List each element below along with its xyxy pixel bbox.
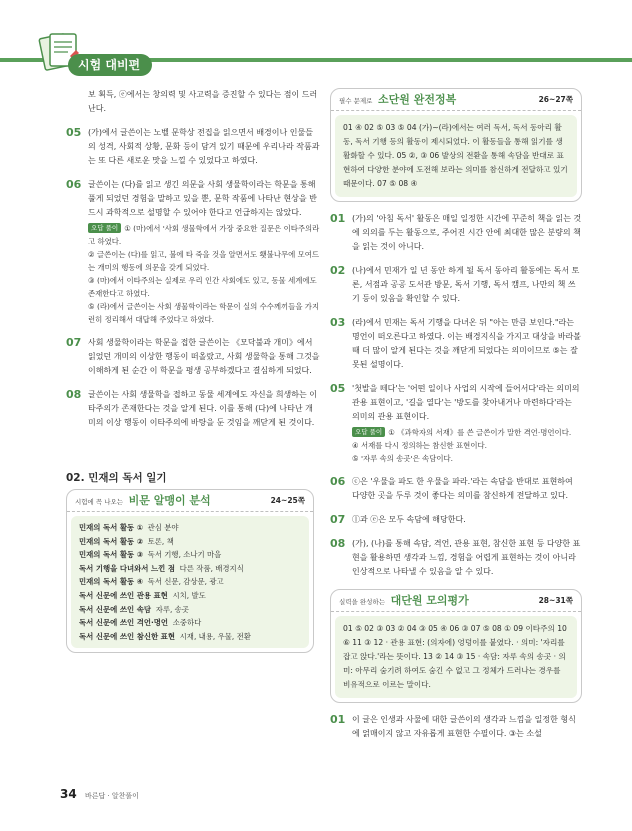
right-column [330,88,582,751]
answer-05 [66,126,320,168]
summary-list [71,516,309,648]
box-title: 소단원 완전정복 [378,93,457,106]
list-item-label: 독서 신문에 쓰인 참신한 표현 [79,631,175,641]
answer-text: ⓒ은 '우물을 파도 한 우물을 파라.'라는 속담을 반대로 표현하여 다양한 곳을 두루 것이 좋다는 의미를 참신하게 전달하고 있다. [352,477,573,500]
answer-number: 07 [330,513,346,526]
note-line: ③ (마)에서 이타주의는 실제로 우리 인간 사회에도 있고, 동물 세계에도 존재한다고 하였다. [88,276,317,298]
note-line: ② 글쓴이는 (다)를 읽고, 불에 타 죽을 것을 알면서도 횃불나무에 모여드는 개미의 행동에 의문을 갖게 되었다. [88,250,319,272]
answer-08 [330,537,582,579]
list-item [79,535,301,549]
box-subtitle: 시험에 꼭 나오는 [75,498,124,506]
note-line: ④ 서재를 다시 정의하는 참신한 표현이다. [352,441,487,450]
list-item-label: 독서 신문에 쓰인 격언·명언 [79,618,169,628]
answer-number: 08 [66,388,82,401]
list-item-value: 토론, 책 [147,536,174,546]
answer-number: 01 [330,713,346,726]
section-title-badge: 시험 대비편 [68,54,152,76]
answer-text: (가)의 '아침 독서' 활동은 매일 일정한 시간에 꾸준히 책을 읽는 것에 의의를 두는 활동으로, 주어진 시간 안에 최대한 많은 분량의 책을 읽는 것이 아니다. [352,214,582,251]
answer-07 [330,513,582,527]
list-item [79,589,301,603]
page-range: 26~27쪽 [538,95,573,104]
list-item-value: 관심 분야 [147,523,179,532]
list-item-value: 자루, 송곳 [155,604,189,614]
page-range: 28~31쪽 [538,596,573,605]
wrong-answer-badge: 오답 풀이 [88,223,121,233]
answer-07 [66,336,320,378]
list-item-label: 민재의 독서 활동 ④ [79,577,143,587]
answer-key-header [331,89,581,111]
note-line: ① (마)에서 '사회 생물학에서 가장 중요한 질문은 이타주의라고 하였다. [88,224,320,246]
answer-key-body: 01 ④ 02 ⑤ 03 ⑤ 04 (가)~(라)에서는 여러 독서, 독서 동아리 활동, 독서 기행 등의 활동이 제시되었다. 이 활동들을 통해 읽기를 생활화할 수 있다. 05 ②, ③ 06 발상의 전환을 통해 속담을 반대로 표현하여 다양한 분야에 도전해 보라는 의미를 참신하게 전달하고 있기 때문이다. 07 ⑤ 08 ④ [335,115,577,197]
wrong-answer-notes [88,222,320,326]
answer-text: (가)에서 글쓴이는 노벨 문학상 전집을 읽으면서 배경이나 인물들의 성격, 사회적 상황, 문화 등이 담겨 있기 때문에 우리나라 작품과는 또 다른 새로운 맛을 느낄 수 있었다고 하였다. [88,128,320,165]
box-title: 대단원 모의평가 [390,594,469,607]
wrong-answer-badge: 오답 풀이 [352,427,385,437]
list-item [79,616,301,630]
box-subtitle: 실력을 완성하는 [339,598,386,606]
list-item-value: 다른 작품, 배경지식 [179,563,244,573]
page-number: 34 [60,787,77,801]
answer-number: 05 [66,126,82,139]
note-line: ⑤ '자루 속의 송곳'은 속담이다. [352,454,453,463]
list-item-value: 독서 신문, 감상문, 광고 [147,577,224,587]
answer-text: 사회 생물학이라는 학문을 접한 글쓴이는 《모닥불과 개미》에서 읽었던 개미의 이상한 행동이 떠올랐고, 사회 생물학을 통해 그것을 이해하게 된 순간 이 학문을 평생 공부하겠다고 결심하게 되었다. [88,338,320,375]
list-item-label: 독서 기행을 다녀와서 느낀 점 [79,563,175,573]
intro-paragraph [66,88,320,116]
answer-01 [330,212,582,254]
list-item-label: 독서 신문에 쓰인 속담 [79,604,151,614]
section-heading: 02. 민재의 독서 일기 [66,472,167,484]
page-header [0,0,632,86]
answer-text: ⓛ과 ⓔ은 모두 속담에 해당한다. [352,515,466,524]
list-item-value: 소중하다 [172,618,202,628]
mock-test-box [330,589,582,703]
list-item-value: 독서 기행, 소나기 마을 [147,550,222,560]
answer-number: 02 [330,264,346,277]
box-title: 비문 알맹이 분석 [128,494,211,507]
list-item [79,630,301,644]
list-item [79,575,301,589]
list-item [79,548,301,562]
list-item [79,603,301,617]
summary-box-header [67,490,313,512]
summary-box [66,489,314,653]
answer-number: 06 [330,475,346,488]
list-item-label: 독서 신문에 쓰인 관용 표현 [79,590,168,600]
answer-02 [330,264,582,306]
answer-03 [330,316,582,372]
list-item [79,562,301,576]
answer-06 [330,475,582,503]
list-item [79,521,301,535]
answer-08 [66,388,320,430]
mock-test-header [331,590,581,612]
answer-01-b [330,713,582,741]
answer-text: 이 글은 인생과 사물에 대한 글쓴이의 생각과 느낌을 일정한 형식에 얽매이지 않고 자유롭게 표현한 수필이다. ③는 소설 [352,715,576,738]
intro-text: 보 획득, ⓔ에서는 창의력 및 사고력을 증진할 수 있다는 점이 드러난다. [88,90,318,113]
answer-number: 06 [66,178,82,191]
note-line: ⑤ (라)에서 글쓴이는 사회 생물학이라는 학문이 실의 수수께끼들을 가지런히 정리해서 대답해 주었다고 하였다. [88,302,320,324]
answer-number: 03 [330,316,346,329]
answer-06 [66,178,320,326]
list-item-value: 시재, 내용, 우물, 전환 [179,631,251,641]
page-range: 24~25쪽 [270,496,305,505]
answer-number: 01 [330,212,346,225]
box-subtitle: 필수 문제로 [339,97,373,105]
answer-text: (나)에서 민재가 일 년 동안 하게 될 독서 동아리 활동에는 독서 토론, 서점과 공공 도서관 방문, 독서 기행, 독서 캠프, 나만의 책 쓰기 등이 있음을 확인할 수 있다. [352,266,580,303]
answer-text: '첫발을 떼다'는 '어떤 일이나 사업의 시작에 들어서다'라는 의미의 관용 표현이고, '길을 열다'는 '방도를 찾아내거나 마련하다'라는 의미의 관용 표현이다. [352,384,580,421]
wrong-answer-notes [352,426,582,465]
answer-05 [330,382,582,465]
list-item-value: 시치, 발도 [172,590,206,600]
answer-text: 글쓴이는 사회 생물학을 접하고 동물 세계에도 자신을 희생하는 이타주의가 존재한다는 것을 알게 된다. 이를 통해 (다)에 나타난 개미의 이상 행동이 이타주의에 바탕을 둔 것임을 깨닫게 된 것이다. [88,390,317,427]
mock-test-body: 01 ⑤ 02 ③ 03 ② 04 ③ 05 ④ 06 ③ 07 ⑤ 08 ① 09 이타주의 10 ⑥ 11 ③ 12 · 관용 표현: (의자에) 엉덩이를 붙였다. · 의미: '자리를 잡고 앉다.'라는 뜻이다. 13 ② 14 ③ 15 · 속담: 자루 속의 송곳 · 의미: 아무리 숨기려 하여도 숨긴 수 없고 그 정체가 드러나는 경우를 비유적으로 이르는 말이다. [335,616,577,698]
footer-label: 바른답 · 알찬풀이 [84,792,139,800]
left-column [66,88,320,653]
answer-key-box [330,88,582,202]
list-item-label: 민재의 독서 활동 ② [79,536,143,546]
list-item-label: 민재의 독서 활동 ① [79,523,143,532]
answer-text: 글쓴이는 (다)를 읽고 생긴 의문을 사회 생물학이라는 학문을 통해 풀게 되었던 경험을 말하고 있을 뿐, 문학 작품에 나타난 현상을 반드시 과학적으로 설명할 수 있어야 한다고 언급하지는 않았다. [88,180,317,217]
list-item-label: 민재의 독서 활동 ③ [79,550,143,560]
answer-text: (라)에서 민재는 독서 기행을 다녀온 뒤 "아는 만큼 보인다."라는 명언이 떠오른다고 하였다. 이는 배경지식을 가지고 대상을 바라볼 때 더 많이 알게 된다는 것을 깨닫게 되었다는 의미이므로 ⑤는 잘못된 설명이다. [352,318,581,369]
page-footer [60,787,139,801]
answer-number: 08 [330,537,346,550]
answer-number: 05 [330,382,346,395]
answer-text: (가), (나)를 통해 속담, 격언, 관용 표현, 참신한 표현 등 다양한 표현을 활용하면 생각과 느낌, 경험을 어렵게 표현하는 것이 아니라 인상적으로 나타낼 수 있음을 알 수 있다. [352,539,581,576]
answer-number: 07 [66,336,82,349]
note-line: ① 《과학자의 서재》를 쓴 글쓴이가 말한 격언·명언이다. [388,428,572,437]
